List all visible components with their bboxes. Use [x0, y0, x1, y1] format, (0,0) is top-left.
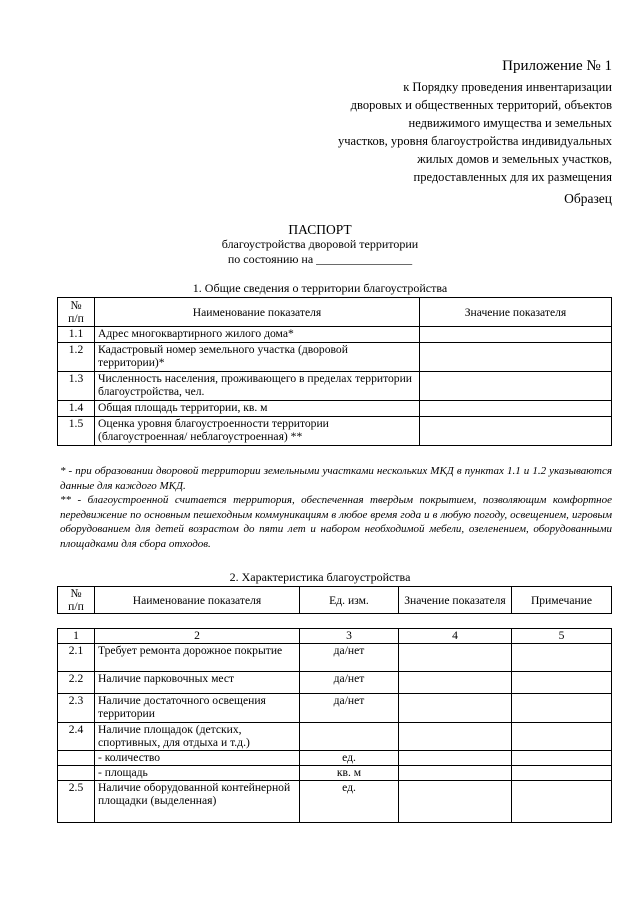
- table-row: [58, 644, 612, 672]
- row-num: 1.1: [58, 327, 95, 343]
- row-value: [420, 372, 612, 401]
- section1-table: [57, 297, 612, 446]
- row-note: [512, 766, 612, 781]
- table-row: [58, 694, 612, 723]
- row-unit: кв. м: [300, 766, 399, 781]
- col-number: 4: [399, 629, 512, 644]
- row-name: Наличие достаточного освещения территории: [95, 694, 300, 723]
- row-name: Наличие площадок (детских, спортивных, для отдыха и т.д.): [95, 723, 300, 751]
- row-unit: [300, 723, 399, 751]
- row-num: [58, 751, 95, 766]
- table-row: [58, 327, 612, 343]
- col-header-note: Примечание: [512, 587, 612, 614]
- row-unit: да/нет: [300, 694, 399, 723]
- row-name: Наличие парковочных мест: [95, 672, 300, 694]
- annex-line: предоставленных для их размещения: [413, 170, 612, 184]
- col-number: 3: [300, 629, 399, 644]
- section2-table: [57, 628, 612, 823]
- row-num: 2.4: [58, 723, 95, 751]
- col-header-num: № п/п: [58, 587, 95, 614]
- table-row: [58, 766, 612, 781]
- col-number: 2: [95, 629, 300, 644]
- row-num: 1.2: [58, 343, 95, 372]
- row-unit: ед.: [300, 751, 399, 766]
- row-name: Требует ремонта дорожное покрытие: [95, 644, 300, 672]
- row-name: Оценка уровня благоустроенности территории (благоустроенная/ неблагоустроенная) **: [95, 417, 420, 446]
- row-value: [399, 644, 512, 672]
- footnote-2: ** - благоустроенной считается территория, обеспеченная твердым покрытием, позволяющим комфортное передвижение по основным пешеходным коммуникациям в любое время года и в любую погоду, освещением, игровым оборудованием для детей возрастом до пяти лет и набором необходимой мебели, озеленением, оборудованными площадками для сбора отходов.: [60, 494, 612, 550]
- row-num: 1.4: [58, 401, 95, 417]
- row-num: 2.5: [58, 781, 95, 823]
- annex-line: жилых домов и земельных участков,: [417, 152, 612, 166]
- annex-line: недвижимого имущества и земельных: [408, 116, 612, 130]
- section1-title: 1. Общие сведения о территории благоустройства: [192, 281, 448, 295]
- col-header-value: Значение показателя: [420, 298, 612, 327]
- passport-date-line: по состоянию на ________________: [227, 252, 413, 266]
- table-row: [58, 372, 612, 401]
- annex-line: дворовых и общественных территорий, объектов: [350, 98, 612, 112]
- row-note: [512, 672, 612, 694]
- row-name: - количество: [95, 751, 300, 766]
- row-value: [420, 327, 612, 343]
- table-row: [58, 343, 612, 372]
- row-name: Численность населения, проживающего в пределах территории благоустройства, чел.: [95, 372, 420, 401]
- row-unit: да/нет: [300, 672, 399, 694]
- row-note: [512, 644, 612, 672]
- col-header-unit: Ед. изм.: [300, 587, 399, 614]
- row-value: [420, 417, 612, 446]
- table-row: [58, 401, 612, 417]
- row-value: [420, 401, 612, 417]
- col-header-num: № п/п: [58, 298, 95, 327]
- row-value: [399, 723, 512, 751]
- annex-description: [338, 78, 612, 186]
- annex-title: Приложение № 1: [502, 58, 612, 74]
- row-value: [399, 672, 512, 694]
- table-row: [58, 781, 612, 823]
- annex-line: к Порядку проведения инвентаризации: [403, 80, 612, 94]
- row-num: 1.3: [58, 372, 95, 401]
- row-note: [512, 781, 612, 823]
- table-row: [58, 672, 612, 694]
- row-value: [399, 694, 512, 723]
- passport-heading: [0, 222, 640, 267]
- row-num: 2.2: [58, 672, 95, 694]
- row-num: 2.3: [58, 694, 95, 723]
- row-num: [58, 766, 95, 781]
- footnote-1: * - при образовании дворовой территории земельными участками нескольких МКД в пунктах 1.1 и 1.2 указываются данные для каждого МКД.: [60, 465, 612, 492]
- sample-label: Образец: [564, 191, 612, 206]
- row-name: Общая площадь территории, кв. м: [95, 401, 420, 417]
- row-num: 1.5: [58, 417, 95, 446]
- section2-header-table: [57, 586, 612, 614]
- row-note: [512, 723, 612, 751]
- row-unit: да/нет: [300, 644, 399, 672]
- row-num: 2.1: [58, 644, 95, 672]
- passport-subtitle: благоустройства дворовой территории: [221, 237, 419, 251]
- row-value: [399, 751, 512, 766]
- row-unit: ед.: [300, 781, 399, 823]
- section2-title: 2. Характеристика благоустройства: [229, 570, 411, 584]
- annex-line: участков, уровня благоустройства индивидуальных: [338, 134, 612, 148]
- passport-title: ПАСПОРТ: [288, 222, 352, 237]
- row-value: [420, 343, 612, 372]
- row-value: [399, 766, 512, 781]
- col-number: 1: [58, 629, 95, 644]
- col-header-name: Наименование показателя: [95, 587, 300, 614]
- col-header-name: Наименование показателя: [95, 298, 420, 327]
- row-note: [512, 694, 612, 723]
- row-name: Кадастровый номер земельного участка (дворовой территории)*: [95, 343, 420, 372]
- col-header-value: Значение показателя: [399, 587, 512, 614]
- row-note: [512, 751, 612, 766]
- table-row: [58, 751, 612, 766]
- row-name: - площадь: [95, 766, 300, 781]
- table-row: [58, 417, 612, 446]
- row-name: Адрес многоквартирного жилого дома*: [95, 327, 420, 343]
- row-name: Наличие оборудованной контейнерной площадки (выделенная): [95, 781, 300, 823]
- row-value: [399, 781, 512, 823]
- column-numbers-row: [58, 629, 612, 644]
- table-row: [58, 723, 612, 751]
- col-number: 5: [512, 629, 612, 644]
